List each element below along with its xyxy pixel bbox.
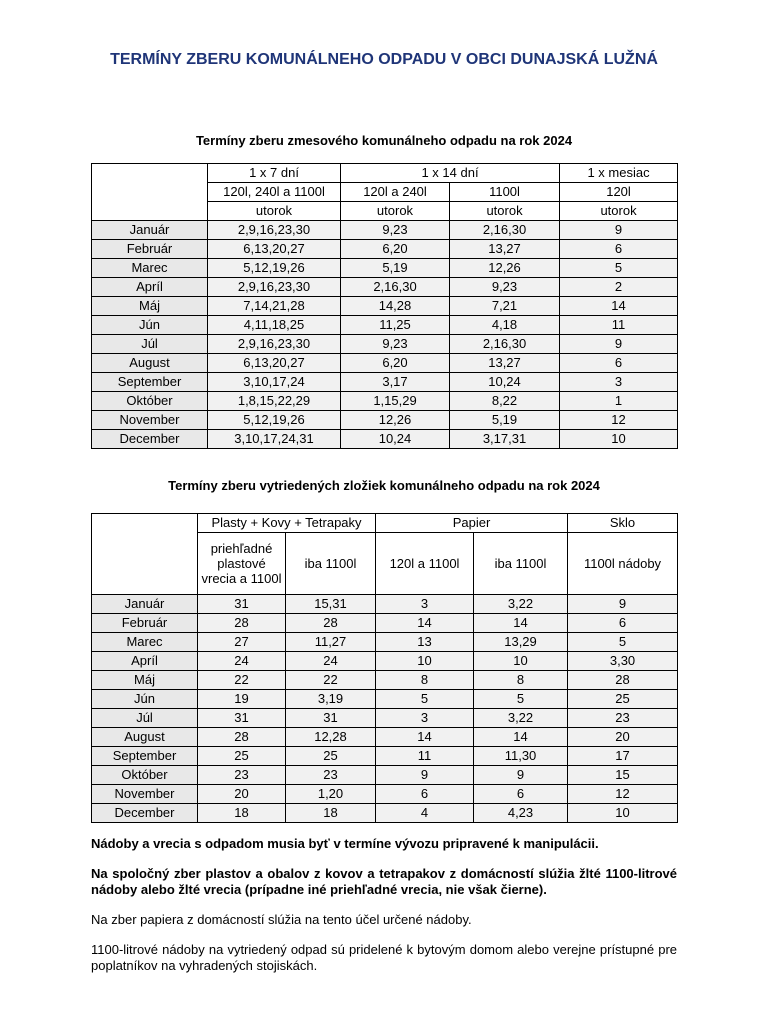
table2-value-cell: 28 [568,671,678,690]
table1-day-header: utorok [450,202,560,221]
table2-value-cell: 9 [376,766,474,785]
table2-row [92,671,678,690]
table1-value-cell: 11 [560,316,678,335]
table1-value-cell: 4,11,18,25 [208,316,341,335]
table2-value-cell: 28 [198,728,286,747]
table1-value-cell: 3 [560,373,678,392]
table2-group-header: Papier [376,514,568,533]
table1-value-cell: 7,14,21,28 [208,297,341,316]
table2-month-cell: Júl [92,709,198,728]
table1-value-cell: 1,8,15,22,29 [208,392,341,411]
table1-caption: Termíny zberu zmesového komunálneho odpadu na rok 2024 [195,133,573,148]
table2-month-cell: Január [92,595,198,614]
table1-value-cell: 11,25 [341,316,450,335]
table2-row [92,728,678,747]
table2-value-cell: 11,30 [474,747,568,766]
table2-value-cell: 11,27 [286,633,376,652]
table2-value-cell: 8 [376,671,474,690]
table2-subheader: priehľadné plastové vrecia a 1100l [198,533,286,595]
table1-value-cell: 5,19 [450,411,560,430]
table2-value-cell: 23 [286,766,376,785]
table2-row [92,709,678,728]
note-paragraph: Na spoločný zber plastov a obalov z kovov a tetrapakov z domácností slúžia žlté 1100-litrové nádoby alebo žlté vrecia (prípadne iné priehľadné vrecia, nie však čierne). [91,866,677,897]
table1-row [92,221,678,240]
table1-value-cell: 9 [560,221,678,240]
table1-row [92,259,678,278]
table1-corner-cell [92,164,208,221]
table1-value-cell: 6,13,20,27 [208,240,341,259]
table2-value-cell: 10 [568,804,678,823]
table1-value-cell: 9,23 [341,335,450,354]
table2-corner-cell [92,514,198,595]
table2-value-cell: 22 [286,671,376,690]
table1-value-cell: 10 [560,430,678,449]
table2-value-cell: 10 [376,652,474,671]
table2-value-cell: 6 [376,785,474,804]
table1-value-cell: 12 [560,411,678,430]
table2-subheader: iba 1100l [286,533,376,595]
table1-value-cell: 13,27 [450,240,560,259]
table2-value-cell: 15 [568,766,678,785]
table2-value-cell: 12,28 [286,728,376,747]
table1-volume-header: 120l [560,183,678,202]
table1-month-cell: Máj [92,297,208,316]
table2-value-cell: 23 [568,709,678,728]
table1-value-cell: 14,28 [341,297,450,316]
table1-value-cell: 7,21 [450,297,560,316]
table1-month-cell: Júl [92,335,208,354]
table1-day-header: utorok [560,202,678,221]
table1-value-cell: 3,17 [341,373,450,392]
table2-value-cell: 3 [376,709,474,728]
table2-value-cell: 3,30 [568,652,678,671]
note-paragraph: Na zber papiera z domácností slúžia na tento účel určené nádoby. [91,912,472,927]
table2-value-cell: 12 [568,785,678,804]
mixed-waste-table [91,163,678,449]
table2-value-cell: 8 [474,671,568,690]
table2-subheader: iba 1100l [474,533,568,595]
table1-month-cell: Apríl [92,278,208,297]
table1-row [92,430,678,449]
table1-value-cell: 9 [560,335,678,354]
table2-value-cell: 9 [568,595,678,614]
table2-value-cell: 3 [376,595,474,614]
table2-month-cell: Máj [92,671,198,690]
table1-value-cell: 2,9,16,23,30 [208,335,341,354]
page-title: TERMÍNY ZBERU KOMUNÁLNEHO ODPADU V OBCI DUNAJSKÁ LUŽNÁ [110,51,658,68]
table2-month-cell: September [92,747,198,766]
table1-month-cell: Marec [92,259,208,278]
table1-value-cell: 9,23 [450,278,560,297]
table1-value-cell: 6,13,20,27 [208,354,341,373]
table2-value-cell: 6 [474,785,568,804]
table1-value-cell: 14 [560,297,678,316]
table1-value-cell: 12,26 [341,411,450,430]
table2-value-cell: 3,19 [286,690,376,709]
table1-row [92,335,678,354]
table1-volume-header: 120l, 240l a 1100l [208,183,341,202]
table1-row [92,354,678,373]
table1-row [92,297,678,316]
table2-row [92,690,678,709]
table2-value-cell: 5 [474,690,568,709]
table2-row [92,804,678,823]
table2-caption: Termíny zberu vytriedených zložiek komunálneho odpadu na rok 2024 [168,478,600,493]
table2-value-cell: 14 [474,728,568,747]
table1-value-cell: 9,23 [341,221,450,240]
table2-month-cell: November [92,785,198,804]
table1-value-cell: 2,16,30 [450,335,560,354]
table1-month-cell: September [92,373,208,392]
table1-value-cell: 2 [560,278,678,297]
table1-row [92,316,678,335]
table2-value-cell: 5 [376,690,474,709]
table2-subheader: 1100l nádoby [568,533,678,595]
table1-month-cell: Február [92,240,208,259]
table2-value-cell: 4 [376,804,474,823]
table2-value-cell: 22 [198,671,286,690]
table2-value-cell: 25 [286,747,376,766]
notes-section [91,836,677,988]
table1-value-cell: 6,20 [341,240,450,259]
table1-value-cell: 2,9,16,23,30 [208,278,341,297]
table2-value-cell: 5 [568,633,678,652]
table2-value-cell: 10 [474,652,568,671]
table1-value-cell: 5 [560,259,678,278]
table1-group-header-row [92,164,678,183]
table1-group-header: 1 x 14 dní [341,164,560,183]
table1-value-cell: 1,15,29 [341,392,450,411]
table2-month-cell: December [92,804,198,823]
table2-value-cell: 24 [286,652,376,671]
note-paragraph: Nádoby a vrecia s odpadom musia byť v termíne vývozu pripravené k manipulácii. [91,836,599,851]
table1-value-cell: 10,24 [450,373,560,392]
table1-value-cell: 10,24 [341,430,450,449]
table2-month-cell: Marec [92,633,198,652]
table1-volume-header: 120l a 240l [341,183,450,202]
table2-value-cell: 11 [376,747,474,766]
table1-value-cell: 2,9,16,23,30 [208,221,341,240]
table2-month-cell: Jún [92,690,198,709]
table2-value-cell: 28 [198,614,286,633]
table2-value-cell: 3,22 [474,595,568,614]
table2-value-cell: 13 [376,633,474,652]
table2-value-cell: 1,20 [286,785,376,804]
table1-month-cell: August [92,354,208,373]
table1-volume-header: 1100l [450,183,560,202]
table2-row [92,785,678,804]
table1-month-cell: Október [92,392,208,411]
table1-value-cell: 6 [560,354,678,373]
table1-month-cell: November [92,411,208,430]
table2-row [92,595,678,614]
table1-group-header: 1 x mesiac [560,164,678,183]
table2-group-header: Sklo [568,514,678,533]
table2-value-cell: 20 [198,785,286,804]
table2-group-header: Plasty + Kovy + Tetrapaky [198,514,376,533]
table2-value-cell: 25 [198,747,286,766]
table2-value-cell: 28 [286,614,376,633]
table1-month-cell: Január [92,221,208,240]
table2-value-cell: 14 [376,728,474,747]
table1-day-header: utorok [341,202,450,221]
table2-value-cell: 9 [474,766,568,785]
table1-value-cell: 6,20 [341,354,450,373]
table2-row [92,747,678,766]
table1-row [92,392,678,411]
table2-value-cell: 24 [198,652,286,671]
table2-month-cell: Február [92,614,198,633]
table2-value-cell: 13,29 [474,633,568,652]
table2-value-cell: 19 [198,690,286,709]
table1-row [92,240,678,259]
table1-value-cell: 13,27 [450,354,560,373]
table2-value-cell: 14 [474,614,568,633]
table2-value-cell: 17 [568,747,678,766]
table2-row [92,614,678,633]
table2-row [92,633,678,652]
table2-value-cell: 31 [198,709,286,728]
table2-value-cell: 6 [568,614,678,633]
table2-value-cell: 4,23 [474,804,568,823]
table1-value-cell: 5,12,19,26 [208,411,341,430]
table1-value-cell: 5,19 [341,259,450,278]
table2-value-cell: 20 [568,728,678,747]
table1-month-cell: Jún [92,316,208,335]
table1-value-cell: 3,17,31 [450,430,560,449]
table2-value-cell: 31 [198,595,286,614]
note-paragraph: 1100-litrové nádoby na vytriedený odpad sú pridelené k bytovým domom alebo verejne prístupné pre poplatníkov na vyhradených stojiskách. [91,942,677,973]
table1-value-cell: 12,26 [450,259,560,278]
table2-value-cell: 14 [376,614,474,633]
table2-value-cell: 27 [198,633,286,652]
table2-row [92,766,678,785]
table2-subheader: 120l a 1100l [376,533,474,595]
table1-row [92,373,678,392]
table2-row [92,652,678,671]
table1-row [92,411,678,430]
sorted-waste-table [91,513,678,823]
table2-month-cell: August [92,728,198,747]
table2-group-header-row [92,514,678,533]
table1-value-cell: 8,22 [450,392,560,411]
table1-value-cell: 2,16,30 [341,278,450,297]
table2-value-cell: 18 [198,804,286,823]
table1-value-cell: 2,16,30 [450,221,560,240]
table2-value-cell: 3,22 [474,709,568,728]
table1-value-cell: 4,18 [450,316,560,335]
table1-value-cell: 3,10,17,24 [208,373,341,392]
table2-value-cell: 15,31 [286,595,376,614]
table2-value-cell: 23 [198,766,286,785]
table1-value-cell: 6 [560,240,678,259]
table1-value-cell: 5,12,19,26 [208,259,341,278]
table1-row [92,278,678,297]
table1-day-header: utorok [208,202,341,221]
table1-month-cell: December [92,430,208,449]
table2-value-cell: 25 [568,690,678,709]
table1-group-header: 1 x 7 dní [208,164,341,183]
table2-month-cell: Október [92,766,198,785]
table2-month-cell: Apríl [92,652,198,671]
table2-value-cell: 31 [286,709,376,728]
table1-value-cell: 1 [560,392,678,411]
table1-value-cell: 3,10,17,24,31 [208,430,341,449]
table2-value-cell: 18 [286,804,376,823]
